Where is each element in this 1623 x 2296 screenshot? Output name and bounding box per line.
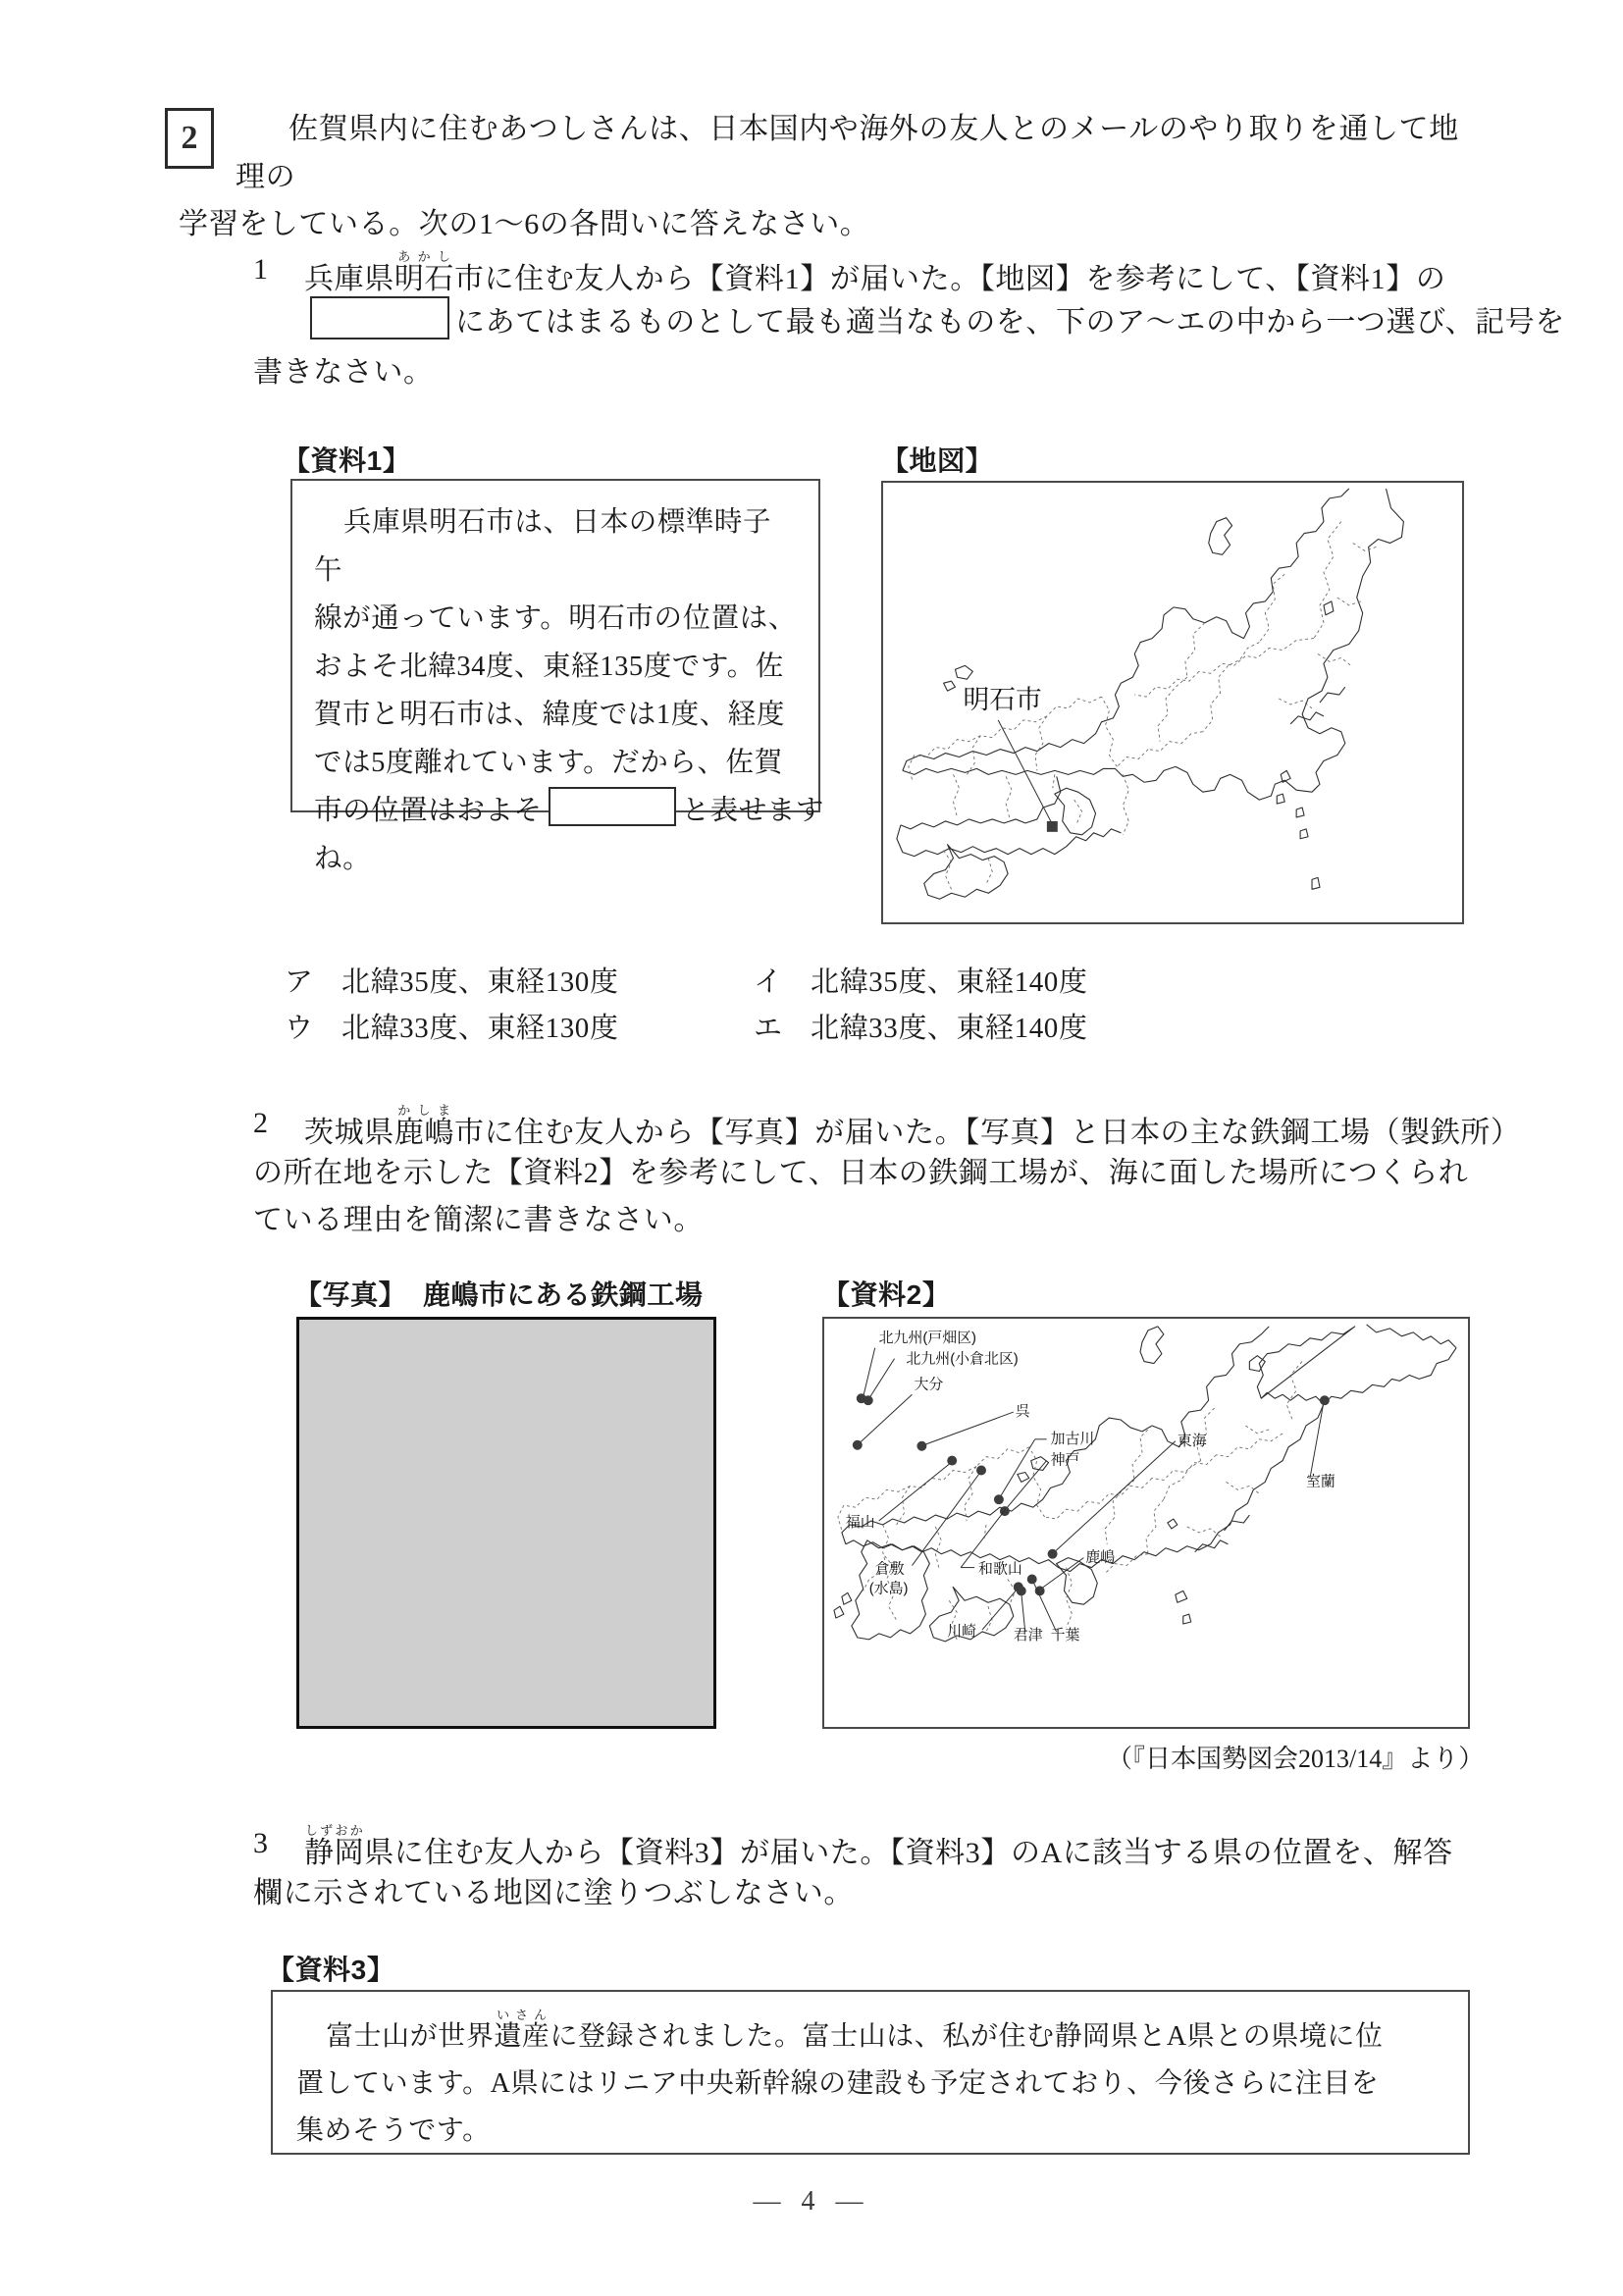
q1-number: 1 [253, 253, 268, 286]
akashi-marker [1047, 821, 1058, 832]
label-kimitsu: 君津 [1013, 1627, 1043, 1644]
steel-plants-map-svg [824, 1319, 1468, 1727]
leader-kure [923, 1412, 1013, 1445]
shiryo3-ruby-isan [494, 2008, 550, 2052]
q2-line-2: の所在地を示した【資料2】を参考にして、日本の鉄鋼工場が、海に面した場所につくられ [253, 1157, 1469, 1189]
leader-kashima [1041, 1558, 1084, 1590]
label-chiba: 千葉 [1050, 1627, 1080, 1644]
steel-plants-map [822, 1317, 1470, 1729]
q1-choice-mark-b[interactable]: イ [754, 966, 783, 998]
q2-ruby-base: 鹿嶋 [393, 1117, 455, 1149]
shiryo1-body [292, 481, 824, 897]
q3-ruby-shizuoka [304, 1823, 365, 1869]
shiryo3-ruby-text: いさん [494, 2008, 550, 2022]
q3-line-2: 欄に示されている地図に塗りつぶしなさい。 [253, 1877, 854, 1909]
shiryo1-heading: 【資料1】 [283, 445, 411, 476]
label-fukuyama: 福山 [845, 1514, 875, 1531]
leader-kakogawa-b [1000, 1439, 1035, 1497]
intro-line-1: 佐賀県内に住むあつしさんは、日本国内や海外の友人とのメールのやり取りを通して地理の [236, 113, 1459, 193]
label-kurashiki: 倉敷 [874, 1561, 905, 1578]
q1-line1-part-a: 兵庫県 [304, 263, 394, 295]
label-kobe: 神戸 [1050, 1452, 1080, 1469]
shiryo3-ruby-base: 遺産 [494, 2021, 550, 2052]
akashi-leader-line [998, 720, 1053, 825]
label-wakayama: 和歌山 [978, 1561, 1022, 1578]
shiryo1-box [290, 479, 824, 875]
label-tokai: 東海 [1177, 1433, 1207, 1449]
shiryo2-heading: 【資料2】 [822, 1279, 951, 1310]
q2-line-3: ている理由を簡潔に書きなさい。 [253, 1204, 704, 1236]
q3-ruby-text: しずおか [304, 1823, 365, 1838]
q1-choice-mark-d[interactable]: エ [754, 1012, 783, 1044]
shiryo1-line-4: 賀市と明石市は、緯度では1度、経度 [314, 700, 785, 731]
label-kitakyushu-tobata: 北九州(戸畑区) [878, 1330, 977, 1346]
shiryo1-line-6-a: 市の位置はおよそ [314, 796, 543, 827]
leader-kitakyushu-tobata [864, 1348, 875, 1397]
q2-number: 2 [253, 1107, 268, 1139]
q1-choice-text-d[interactable]: 北緯33度、東経140度 [811, 1012, 1088, 1044]
label-oita: 大分 [914, 1377, 944, 1393]
shashin-heading-bracket: 【写真】 [294, 1279, 407, 1310]
q1-choice-text-b[interactable]: 北緯35度、東経140度 [811, 966, 1088, 998]
label-muroran: 室蘭 [1306, 1474, 1335, 1490]
shashin-caption: 鹿嶋市にある鉄鋼工場 [422, 1279, 704, 1310]
page-number: — 4 — [753, 2186, 870, 2217]
q2-line1-part-a: 茨城県 [304, 1117, 394, 1149]
leader-kawasaki [982, 1589, 1018, 1630]
q2-ruby-kashima [393, 1103, 455, 1149]
q1-choice-row-2 [285, 1006, 1223, 1052]
chizu-heading: 【地図】 [881, 445, 994, 476]
japan-map-akashi [881, 481, 1464, 924]
shiryo2-credit: （『日本国勢図会2013/14』より） [1107, 1745, 1485, 1773]
leader-chiba [1033, 1581, 1057, 1632]
marker-oita [853, 1440, 863, 1450]
marker-kitakyushu-kokurakita [864, 1395, 873, 1405]
q1-answer-blank[interactable] [310, 296, 449, 339]
q1-line-2: にあてはまるものとして最も適当なものを、下のア〜エの中から一つ選び、記号を [455, 306, 1565, 339]
shiryo1-line-3: およそ北緯34度、東経135度です。佐 [314, 652, 784, 683]
label-kitakyushu-kokurakita: 北九州(小倉北区) [906, 1351, 1019, 1368]
marker-muroran [1320, 1395, 1330, 1405]
label-kakogawa: 加古川 [1050, 1431, 1095, 1447]
leader-kitakyushu-kokurakita [869, 1359, 895, 1399]
shiryo1-answer-blank[interactable] [549, 787, 676, 826]
q1-choice-mark-a[interactable]: ア [285, 966, 314, 998]
q3-ruby-base: 静岡 [304, 1837, 365, 1869]
shiryo3-heading: 【資料3】 [267, 1955, 395, 1985]
shiryo3-line-2: 置しています。A県にはリニア中央新幹線の建設も予定されており、今後さらに注目を [296, 2068, 1380, 2100]
marker-kakogawa [994, 1494, 1004, 1504]
marker-chiba [1027, 1574, 1037, 1584]
shiryo1-line-7: ね。 [314, 844, 372, 875]
q3-number: 3 [253, 1827, 268, 1859]
marker-kimitsu [1017, 1586, 1026, 1595]
q1-choice-text-c[interactable]: 北緯33度、東経130度 [341, 1012, 619, 1044]
photo-placeholder [296, 1317, 716, 1729]
shiryo3-line1-part-a: 富士山が世界 [326, 2021, 495, 2052]
shiryo1-line-6-b: と表せます [681, 796, 824, 827]
akashi-label: 明石市 [963, 684, 1042, 714]
q1-ruby-base: 明石 [393, 263, 455, 295]
marker-kure [916, 1441, 926, 1451]
shiryo3-body [273, 1992, 1468, 2170]
shiryo3-line-3: 集めそうです。 [296, 2115, 491, 2147]
q2-line1-part-b: 市に住む友人から【写真】が届いた。【写真】と日本の主な鉄鋼工場（製鉄所） [454, 1117, 1521, 1149]
marker-fukuyama [947, 1456, 957, 1466]
intro-line-2: 学習をしている。次の1〜6の各問いに答えなさい。 [179, 208, 870, 241]
japan-map-svg [883, 483, 1462, 922]
q1-line1-part-b: 市に住む友人から【資料1】が届いた。【地図】を参考にして、【資料1】の [454, 263, 1446, 295]
shiryo3-box [271, 1990, 1470, 2155]
q1-choices [285, 960, 1223, 1052]
q1-ruby-akashi [393, 249, 455, 295]
shiryo3-line1-part-b: に登録されました。富士山は、私が住む静岡県とA県との県境に位 [550, 2021, 1384, 2052]
shiryo3-line-1 [296, 2008, 1444, 2061]
intro-paragraph [179, 106, 1462, 249]
question-number-box: 2 [165, 108, 214, 169]
q1-ruby-text: あかし [393, 249, 455, 264]
marker-tokai [1048, 1549, 1058, 1559]
q3-line1-part-b: 県に住む友人から【資料3】が届いた。【資料3】のAに該当する県の位置を、解答 [364, 1837, 1453, 1869]
shiryo1-line-6 [314, 787, 824, 835]
q2-ruby-text: かしま [393, 1103, 455, 1118]
label-kashima: 鹿嶋 [1085, 1549, 1116, 1566]
shiryo1-line-1: 兵庫県明石市は、日本の標準時子午 [314, 507, 772, 587]
label-mizushima: (水島) [868, 1581, 909, 1597]
label-kure: 呉 [1015, 1404, 1030, 1421]
leader-fukuyama [879, 1463, 952, 1521]
q1-line-3: 書きなさい。 [253, 356, 434, 389]
label-kawasaki: 川崎 [947, 1623, 977, 1640]
shiryo1-line-5: では5度離れています。だから、佐賀 [314, 748, 783, 779]
shashin-heading [294, 1274, 704, 1313]
q1-choice-row-1 [285, 960, 1223, 1006]
shiryo1-line-2: 線が通っています。明石市の位置は、 [314, 603, 797, 635]
leader-muroran [1310, 1402, 1324, 1478]
leader-kimitsu [1021, 1592, 1025, 1632]
q1-choice-mark-c[interactable]: ウ [285, 1012, 314, 1044]
q1-line-2-wrap [304, 296, 1565, 347]
marker-kurashiki [976, 1466, 986, 1476]
q1-choice-text-a[interactable]: 北緯35度、東経130度 [341, 966, 619, 998]
